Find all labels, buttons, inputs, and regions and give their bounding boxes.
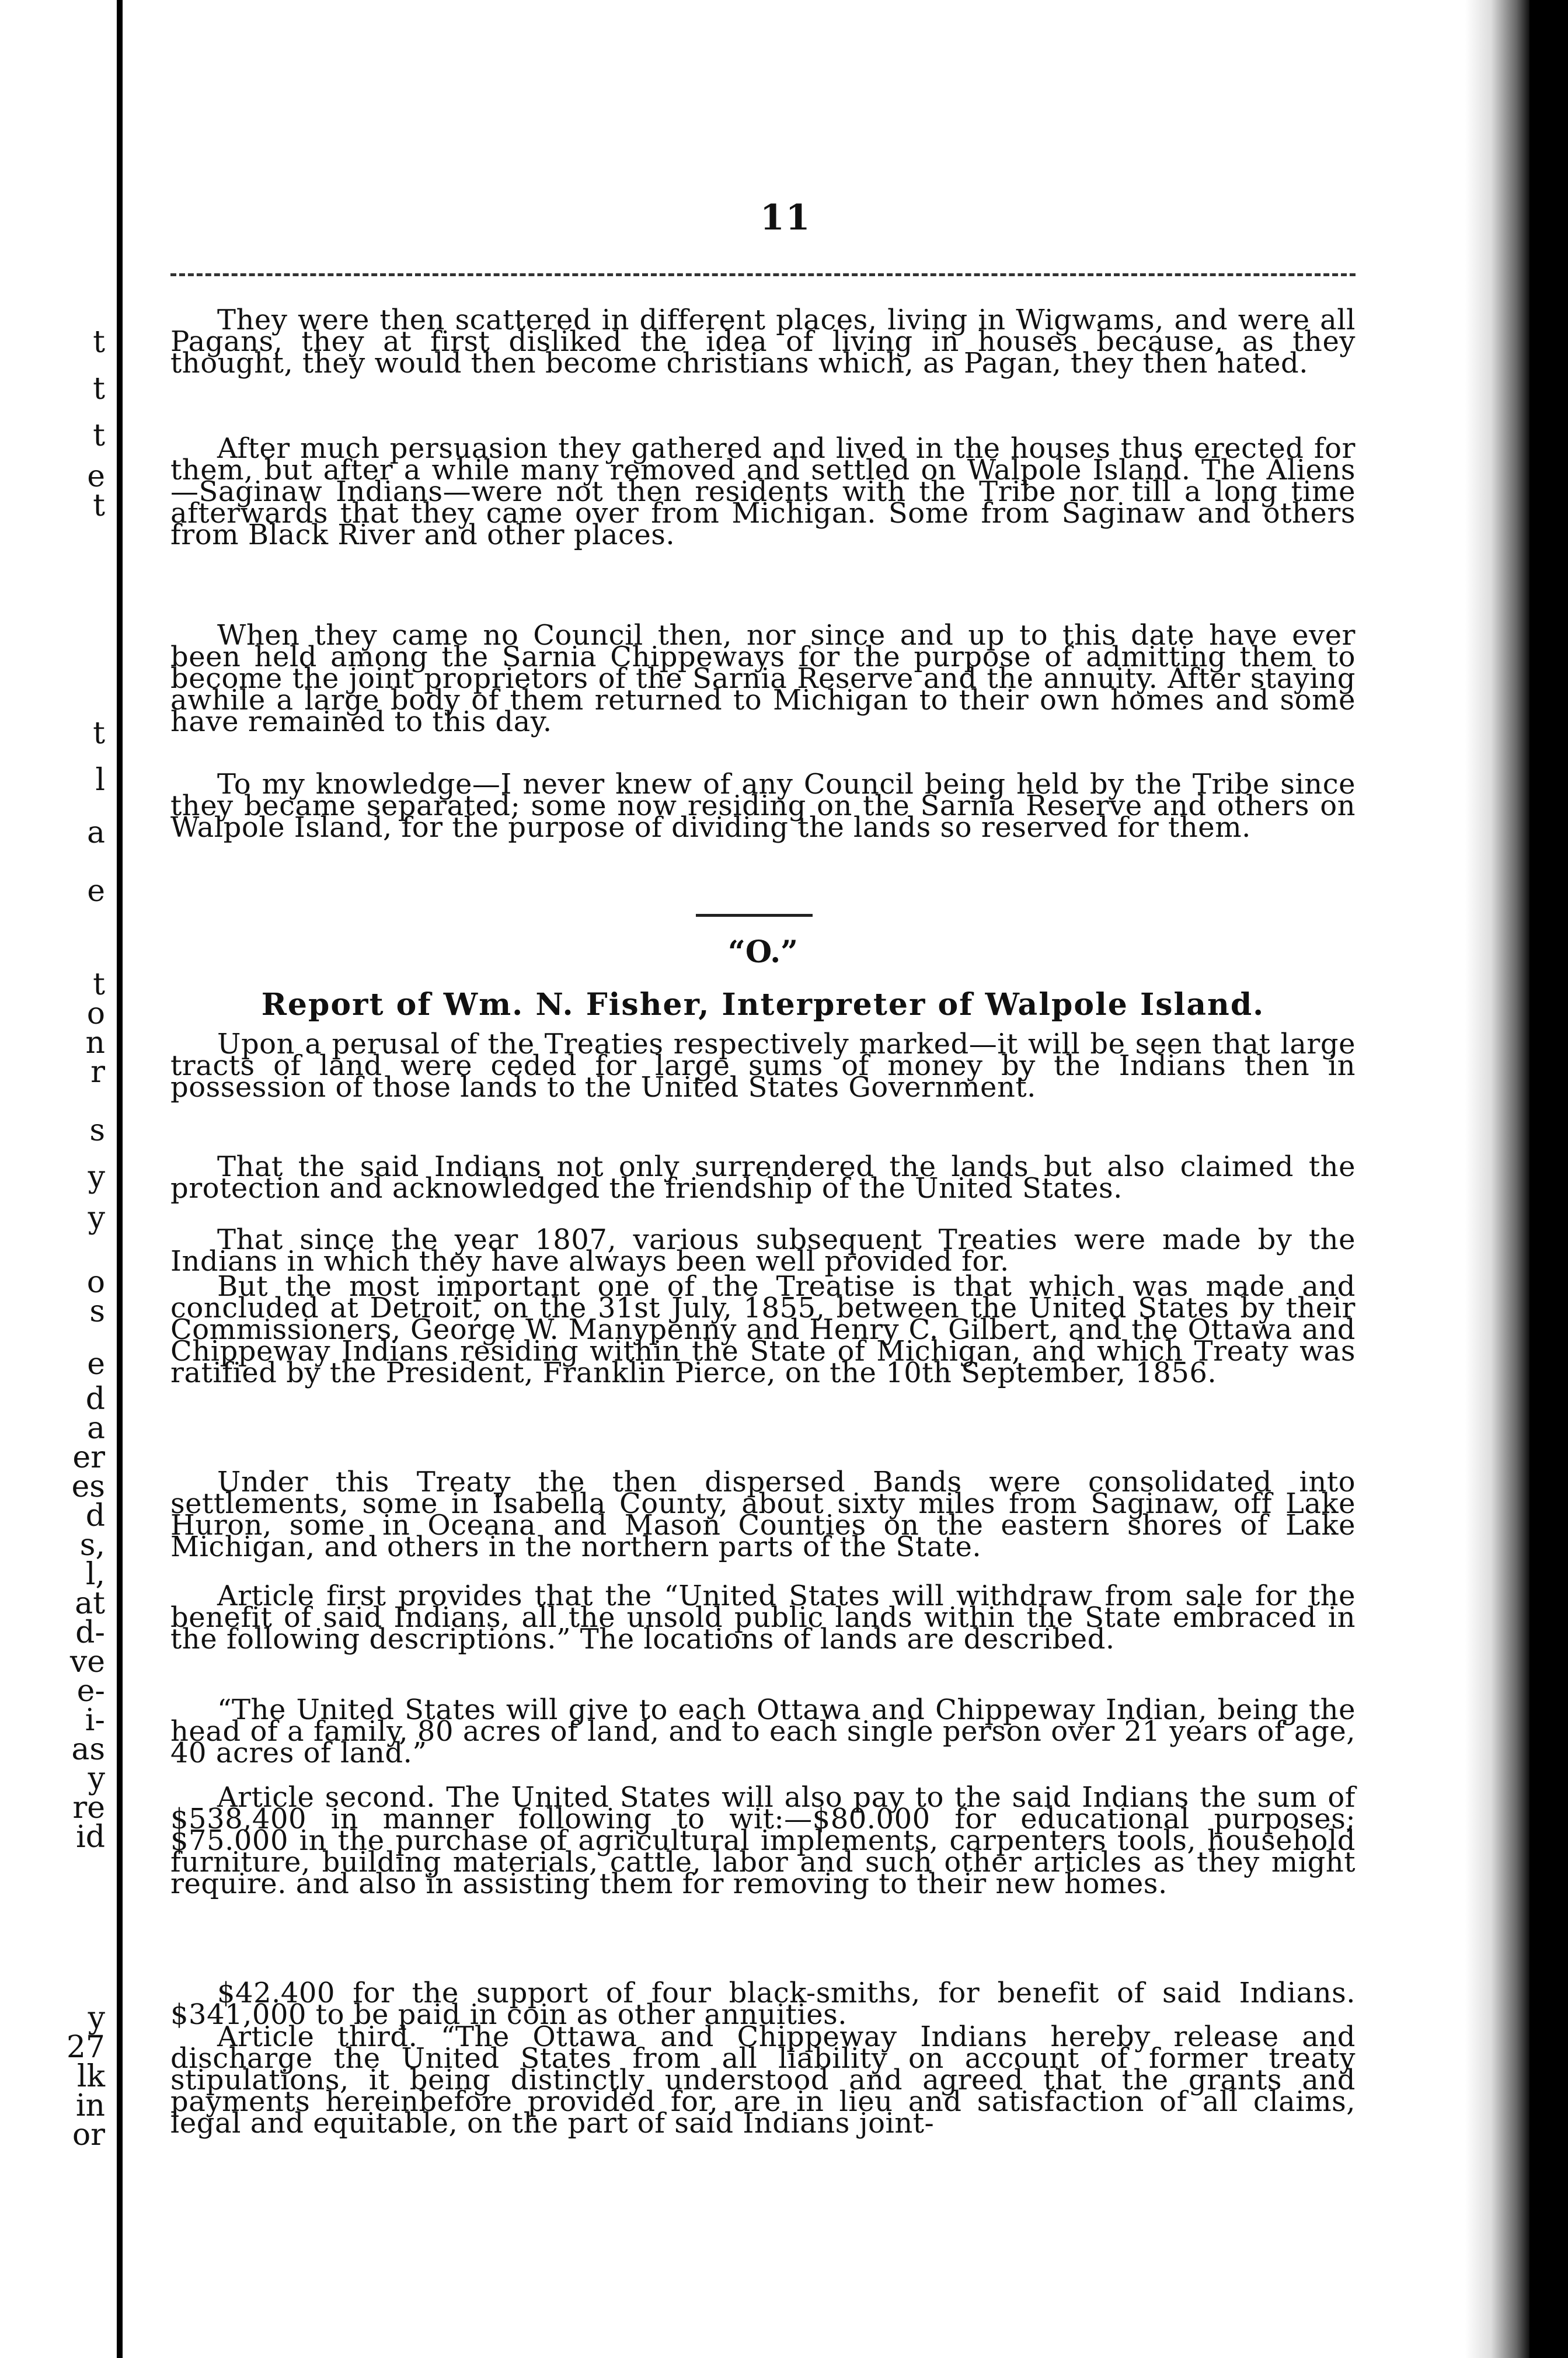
- paragraph: They were then scattered in different places, living in Wigwams, and were all Pagans, they at first disliked the idea of living in houses because, as they thought, they would then become christians which, as Pagan, they then hated.: [170, 304, 1356, 380]
- right-edge-shade: [1465, 0, 1529, 2358]
- margin-fragment: t: [93, 371, 105, 406]
- margin-fragment: in: [75, 2088, 105, 2123]
- margin-fragment: d: [85, 1498, 105, 1533]
- paragraph: That since the year 1807, various subsequent Treaties were made by the Indians in which they have always been well provided for.: [170, 1223, 1356, 1278]
- page-number: 11: [760, 197, 811, 238]
- margin-fragment: ve: [69, 1644, 105, 1679]
- margin-fragment: r: [90, 1055, 105, 1090]
- margin-fragment: y: [88, 2001, 105, 2036]
- margin-fragment: y: [88, 1761, 105, 1796]
- paragraph: That the said Indians not only surrendered the lands but also claimed the protection and acknowledged the friendship of the United States.: [170, 1150, 1356, 1205]
- scanned-page: [123, 0, 1529, 2358]
- margin-fragment: d: [85, 1382, 105, 1417]
- paragraph: But the most important one of the Treatise is that which was made and concluded at Detroit, on the 31st July, 1855, between the United States by their Commissioners, George W. Manypenny and Henry C. Gilbert, and the Ottawa and Chippeway Indians residing within the State of Michigan, and which Treaty was ratified by the President, Franklin Pierce, on the 10th September, 1856.: [170, 1270, 1356, 1389]
- margin-fragment: t: [93, 418, 105, 453]
- margin-fragment: l,: [85, 1557, 105, 1592]
- paragraph: $42.400 for the support of four black-smiths, for benefit of said Indians. $341,000 to be paid in coin as other annuities.: [170, 1977, 1356, 2031]
- margin-fragment: i-: [85, 1703, 105, 1738]
- margin-fragment: n: [85, 1025, 105, 1060]
- margin-fragment: t: [93, 488, 105, 523]
- margin-fragment: id: [76, 1820, 105, 1855]
- margin-fragment: t: [93, 967, 105, 1002]
- margin-fragment: l: [95, 763, 105, 798]
- margin-fragment: y: [88, 1201, 105, 1236]
- margin-fragment: or: [72, 2117, 105, 2152]
- margin-fragment: as: [71, 1732, 105, 1767]
- paragraph: To my knowledge—I never knew of any Council being held by the Tribe since they became separated; some now residing on the Sarnia Reserve and others on Walpole Island, for the purpose of dividing the lands so reserved for them.: [170, 768, 1356, 844]
- margin-fragment: a: [86, 1411, 105, 1446]
- margin-fragment: e-: [76, 1674, 105, 1709]
- paragraph: “The United States will give to each Ottawa and Chippeway Indian, being the head of a family, 80 acres of land, and to each single person over 21 years of age, 40 acres of land.”: [170, 1693, 1356, 1769]
- margin-fragment: e: [87, 459, 105, 494]
- section-divider: [696, 914, 813, 917]
- adjacent-page-margin: [0, 0, 123, 2358]
- paragraph: Article first provides that the “United States will withdraw from sale for the benefit of said Indians, all the unsold public lands within the State embraced in the following descriptions.” The locations of lands are described.: [170, 1580, 1356, 1656]
- paragraph: Article second. The United States will also pay to the said Indians the sum of $538,400 in manner following to wit:—$80.000 for educational purposes; $75.000 in the purchase of agricultural implements, carpenters tools, household furniture, building materials, cattle, labor and such other articles as they might require. and also in assisting them for removing to their new homes.: [170, 1781, 1356, 1900]
- margin-fragment: at: [75, 1586, 105, 1621]
- margin-fragment: re: [72, 1790, 105, 1825]
- margin-fragment: 27: [66, 2030, 105, 2065]
- paragraph: Under this Treaty the then dispersed Bands were consolidated into settlements, some in Isabella County, about sixty miles from Saginaw, off Lake Huron, some in Oceana and Mason Counties on the eastern shores of Lake Michigan, and others in the northern parts of the State.: [170, 1466, 1356, 1563]
- margin-fragment: s: [89, 1294, 105, 1329]
- margin-fragment: t: [93, 325, 105, 360]
- margin-fragment: lk: [76, 2059, 105, 2094]
- margin-fragment: s,: [79, 1528, 105, 1563]
- margin-fragment: o: [86, 1265, 105, 1300]
- paragraph: Upon a perusal of the Treaties respectively marked—it will be seen that large tracts of land were ceded for large sums of money by the Indians then in possession of those lands to the United States Government.: [170, 1028, 1356, 1104]
- margin-fragment: s: [89, 1113, 105, 1148]
- margin-fragment: y: [88, 1160, 105, 1195]
- margin-fragment: e: [87, 1347, 105, 1382]
- margin-fragment: er: [72, 1440, 105, 1475]
- paragraph: Article third. “The Ottawa and Chippeway Indians hereby release and discharge the United States from all liability on account of former treaty stipulations, it being distinctly understood and agreed that the grants and payments hereinbefore provided for, are in lieu and satisfaction of all claims, legal and equitable, on the part of said Indians joint-: [170, 2020, 1356, 2140]
- margin-fragment: a: [86, 815, 105, 850]
- margin-fragment: es: [71, 1469, 105, 1504]
- section-label: “O.”: [727, 934, 799, 970]
- section-title: Report of Wm. N. Fisher, Interpreter of Walpole Island.: [261, 987, 1265, 1023]
- margin-fragment: t: [93, 716, 105, 751]
- margin-fragment: d-: [75, 1615, 105, 1650]
- paragraph: After much persuasion they gathered and lived in the houses thus erected for them, but after a while many removed and settled on Walpole Island. The Aliens—Saginaw Indians—were not then residents with the Tribe nor till a long time afterwards that they came over from Michigan. Some from Saginaw and others from Black River and other places.: [170, 432, 1356, 551]
- margin-fragment: e: [87, 874, 105, 909]
- header-rule: [170, 273, 1356, 276]
- paragraph: When they came no Council then, nor since and up to this date have ever been held among the Sarnia Chippeways for the purpose of admitting them to become the joint proprietors of the Sarnia Reserve and the annuity. After staying awhile a large body of them returned to Michigan to their own homes and some have remained to this day.: [170, 619, 1356, 738]
- margin-fragment: o: [86, 996, 105, 1031]
